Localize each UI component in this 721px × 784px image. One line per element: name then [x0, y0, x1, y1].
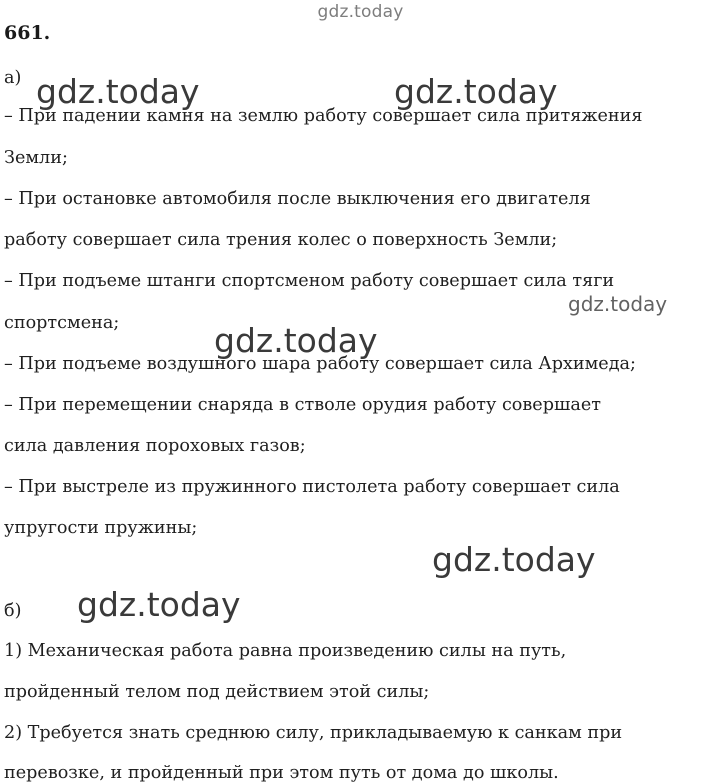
watermark: gdz.today	[394, 72, 558, 111]
watermark: gdz.today	[214, 321, 378, 360]
section-a-line: – При подъеме штанги спортсменом работу совершает сила тяги	[4, 271, 615, 291]
section-a-label: а)	[4, 68, 22, 88]
problem-number: 661.	[4, 22, 51, 44]
section-a-line: упругости пружины;	[4, 518, 198, 538]
section-b-label: б)	[4, 601, 22, 621]
section-b-line: 2) Требуется знать среднюю силу, прикладываемую к санкам при	[4, 723, 623, 743]
section-a-line: – При подъеме воздушного шара работу совершает сила Архимеда;	[4, 354, 636, 374]
section-a-line: спортсмена;	[4, 313, 120, 333]
site-header-watermark: gdz.today	[317, 2, 404, 22]
section-a-line: – При падении камня на землю работу совершает сила притяжения	[4, 106, 643, 126]
section-a-line: – При выстреле из пружинного пистолета работу совершает сила	[4, 477, 620, 497]
section-a-line: – При остановке автомобиля после выключения его двигателя	[4, 189, 591, 209]
section-a-line: – При перемещении снаряда в стволе орудия работу совершает	[4, 395, 601, 415]
watermark: gdz.today	[432, 540, 596, 579]
section-b-line: 1) Механическая работа равна произведению силы на путь,	[4, 641, 567, 661]
section-b-line: перевозке, и пройденный при этом путь от дома до школы.	[4, 763, 559, 783]
watermark: gdz.today	[36, 72, 200, 111]
section-a-line: Земли;	[4, 148, 68, 168]
section-a-line: работу совершает сила трения колес о поверхность Земли;	[4, 230, 558, 250]
watermark: gdz.today	[77, 585, 241, 624]
section-a-line: сила давления пороховых газов;	[4, 436, 306, 456]
watermark: gdz.today	[568, 292, 668, 316]
section-b-line: пройденный телом под действием этой силы;	[4, 682, 430, 702]
